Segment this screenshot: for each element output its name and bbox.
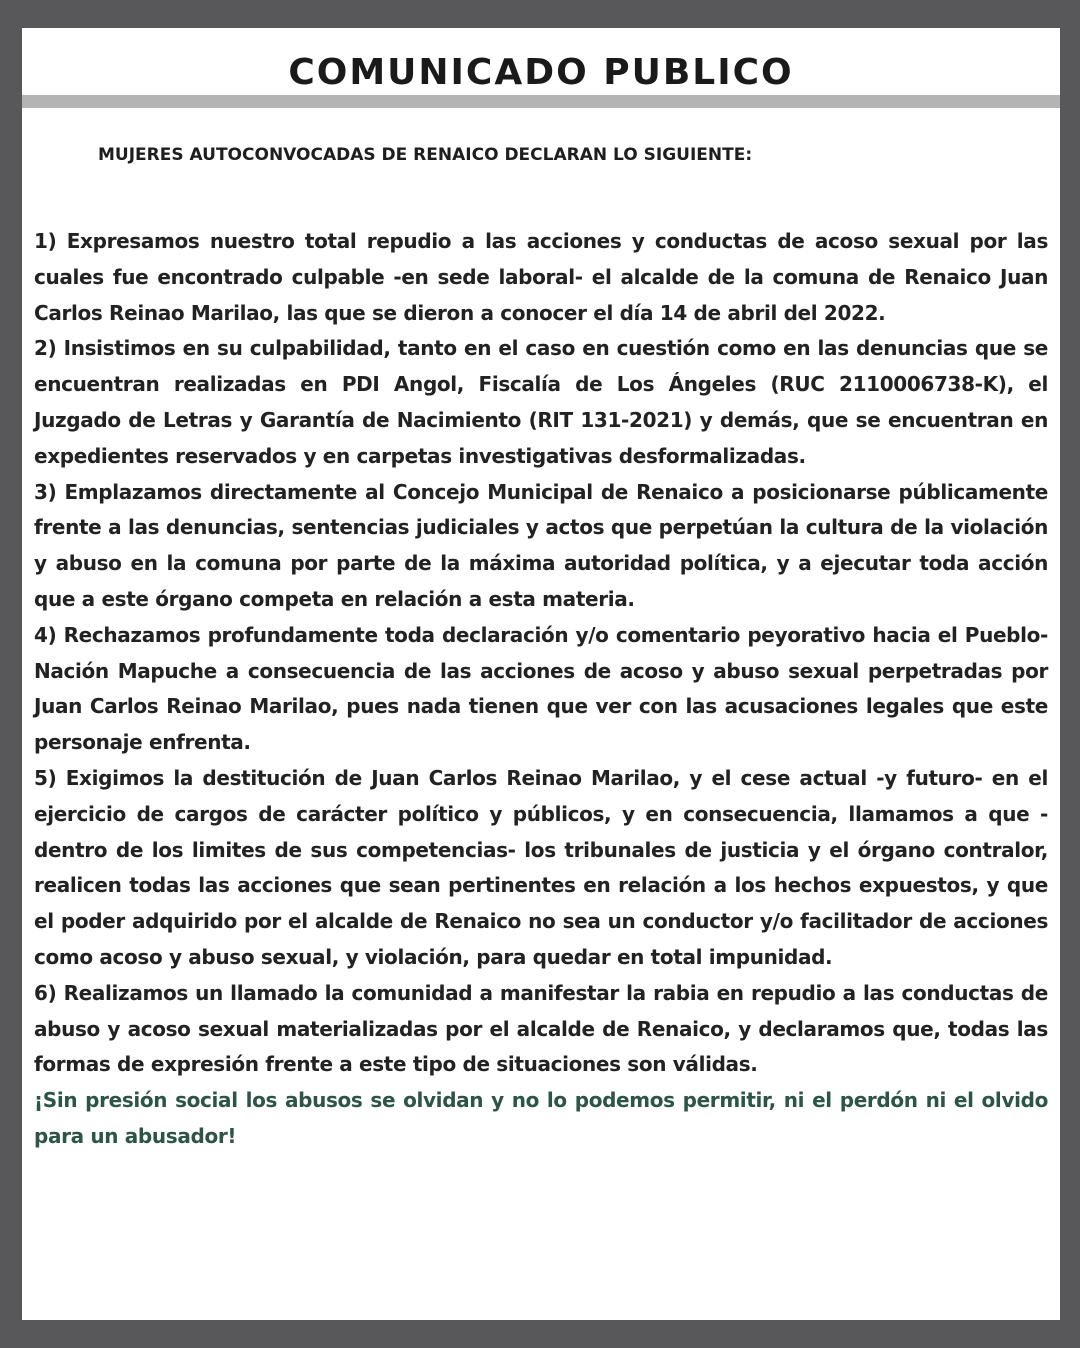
point-4: 4) Rechazamos profundamente toda declaración y/o comentario peyorativo hacia el Pueblo-Nación Mapuche a consecuencia de las acciones de acoso y abuso sexual perpetradas por Juan Carlos Reinao Marilao, pues nada tienen que ver con las acusaciones legales que este personaje enfrenta. — [34, 622, 1048, 755]
document-title: COMUNICADO PUBLICO — [288, 52, 794, 93]
document-page — [22, 28, 1060, 1320]
document-body — [34, 224, 1048, 1155]
point-1: 1) Expresamos nuestro total repudio a las acciones y conductas de acoso sexual por las cuales fue encontrado culpable -en sede laboral- el alcalde de la comuna de Renaico Juan Carlos Reinao Marilao, las que se dieron a conocer el día 14 de abril del 2022. — [34, 229, 1048, 325]
document-subtitle: MUJERES AUTOCONVOCADAS DE RENAICO DECLARAN LO SIGUIENTE: — [98, 145, 753, 165]
point-2: 2) Insistimos en su culpabilidad, tanto en el caso en cuestión como en las denuncias que se encuentran realizadas en PDI Angol, Fiscalía de Los Ángeles (RUC 2110006738-K), el Juzgado de Letras y Garantía de Nacimiento (RIT 131-2021) y demás, que se encuentran en expedientes reservados y en carpetas investigativas desformalizadas. — [34, 336, 1048, 468]
closing-statement: ¡Sin presión social los abusos se olvidan y no lo podemos permitir, ni el perdón ni el olvido para un abusador! — [34, 1088, 1048, 1148]
point-5: 5) Exigimos la destitución de Juan Carlos Reinao Marilao, y el cese actual -y futuro- en el ejercicio de cargos de carácter político y públicos, y en consecuencia, llamamos a que -dentro de los limites de sus competencias- los tribunales de justicia y el órgano contralor, realicen todas las acciones que sean pertinentes en relación a los hechos expuestos, y que el poder adquirido por el alcalde de Renaico no sea un conductor y/o facilitador de acciones como acoso y abuso sexual, y violación, para quedar en total impunidad. — [34, 765, 1048, 969]
point-3: 3) Emplazamos directamente al Concejo Municipal de Renaico a posicionarse públicamente frente a las denuncias, sentencias judiciales y actos que perpetúan la cultura de la violación y abuso en la comuna por parte de la máxima autoridad política, y a ejecutar toda acción que a este órgano competa en relación a esta materia. — [34, 479, 1048, 611]
point-6: 6) Realizamos un llamado la comunidad a manifestar la rabia en repudio a las conductas de abuso y acoso sexual materializadas por el alcalde de Renaico, y declaramos que, todas las formas de expresión frente a este tipo de situaciones son válidas. — [34, 980, 1048, 1077]
title-divider — [22, 95, 1060, 108]
